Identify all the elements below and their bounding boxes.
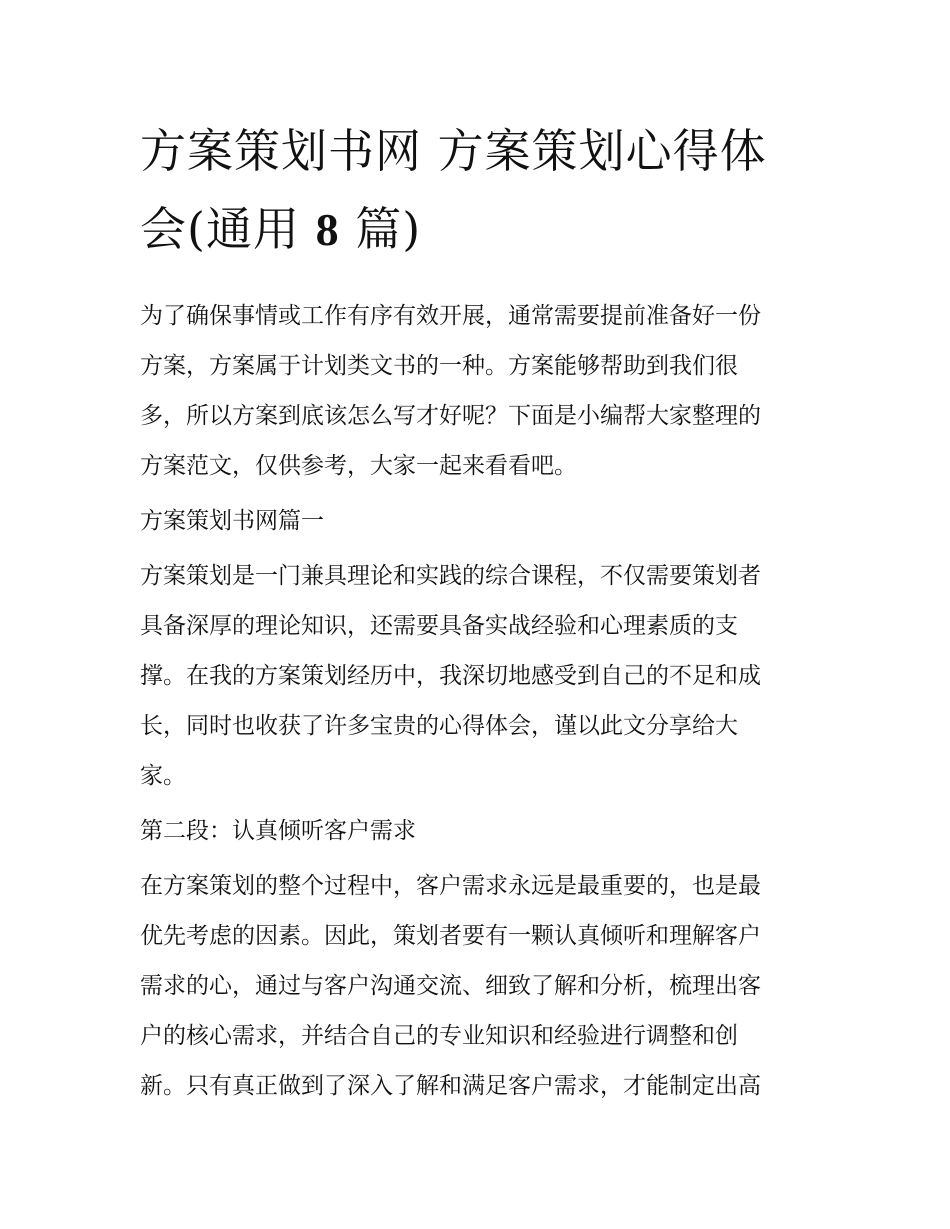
- paragraph-line: 撑。在我的方案策划经历中，我深切地感受到自己的不足和成: [140, 663, 761, 689]
- title-line-2: [140, 190, 812, 269]
- document-body: [140, 291, 812, 1111]
- paragraph-line: 户的核心需求，并结合自己的专业知识和经验进行调整和创: [140, 1023, 738, 1049]
- paragraph-line: 方案，方案属于计划类文书的一种。方案能够帮助到我们很: [140, 353, 738, 379]
- paragraph-line: 方案范文，仅供参考，大家一起来看看吧。: [140, 453, 577, 479]
- paragraph-line: 长，同时也收获了许多宝贵的心得体会，谨以此文分享给大: [140, 713, 738, 739]
- paragraph-line: 家。: [140, 763, 186, 789]
- paragraph-line: 在方案策划的整个过程中，客户需求永远是最重要的，也是最: [140, 873, 761, 899]
- document-content: [140, 112, 812, 1116]
- section-2-paragraph: [140, 861, 812, 1111]
- section-1-paragraph: [140, 551, 812, 801]
- paragraph-line: 为了确保事情或工作有序有效开展，通常需要提前准备好一份: [140, 303, 761, 329]
- paragraph-line: 优先考虑的因素。因此，策划者要有一颗认真倾听和理解客户: [140, 923, 761, 949]
- paragraph-line: 新。只有真正做到了深入了解和满足客户需求，才能制定出高: [140, 1073, 761, 1099]
- intro-paragraph: [140, 291, 812, 491]
- paragraph-line: 多，所以方案到底该怎么写才好呢？下面是小编帮大家整理的: [140, 403, 761, 429]
- title-number: 8: [315, 204, 340, 255]
- paragraph-line: 方案策划是一门兼具理论和实践的综合课程，不仅需要策划者: [140, 563, 761, 589]
- title-line-2-text-b: 篇): [339, 202, 422, 256]
- section-heading-2: 第二段：认真倾听客户需求: [140, 818, 416, 844]
- document-title: [140, 112, 812, 269]
- paragraph-line: 需求的心，通过与客户沟通交流、细致了解和分析，梳理出客: [140, 973, 761, 999]
- title-line-2-text-a: 会(通用: [140, 202, 316, 256]
- paragraph-line: 具备深厚的理论知识，还需要具备实战经验和心理素质的支: [140, 613, 738, 639]
- section-heading-1: 方案策划书网篇一: [140, 508, 324, 534]
- title-line-1: 方案策划书网 方案策划心得体: [140, 124, 767, 178]
